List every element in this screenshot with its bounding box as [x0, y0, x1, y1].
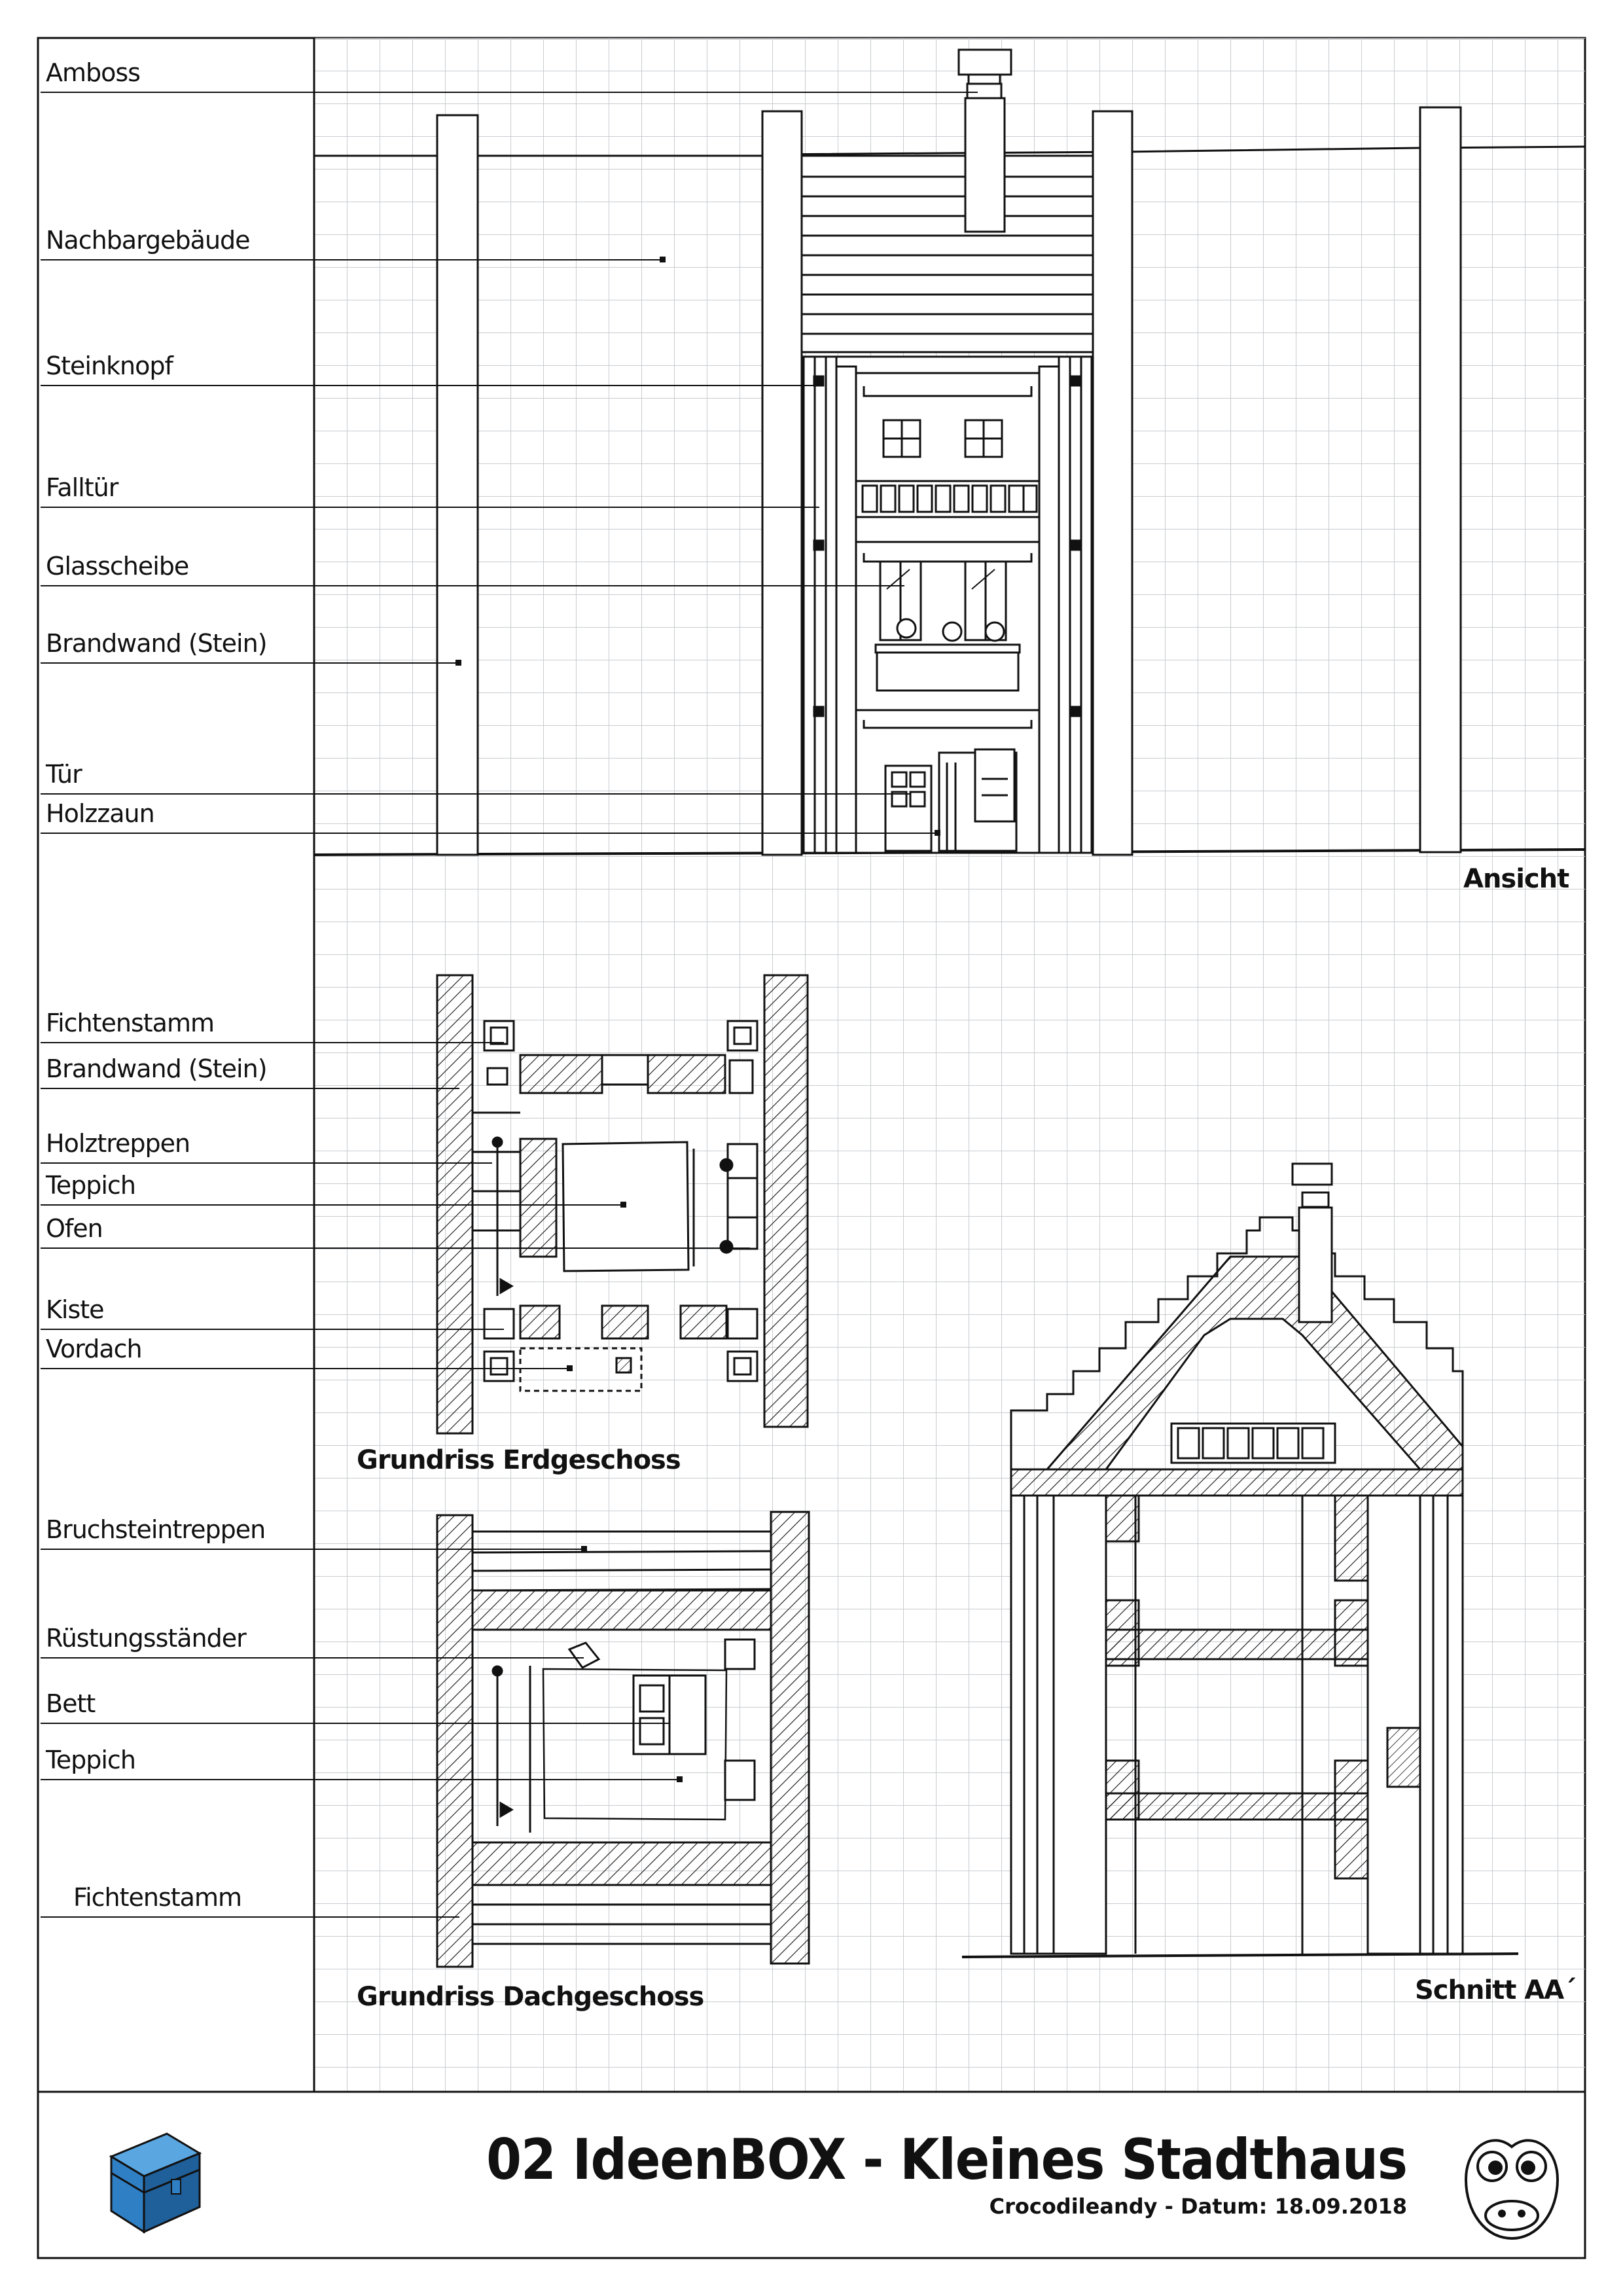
label-fichtenstamm-dg: Fichtenstamm: [73, 1883, 242, 1912]
leader-holztreppen: [41, 1162, 492, 1164]
label-glasscheibe: Glasscheibe: [46, 552, 189, 581]
crocodile-head-icon: [1466, 2140, 1558, 2238]
leader-bruchsteintreppen: [41, 1549, 584, 1550]
label-amboss: Amboss: [46, 58, 140, 87]
caption-grundriss-erdgeschoss: Grundriss Erdgeschoss: [357, 1445, 681, 1475]
leader-steinknopf: [41, 385, 819, 386]
leader-teppich-dg: [41, 1779, 679, 1780]
dot-holzzaun: [935, 830, 940, 836]
dot-teppich-eg: [620, 1202, 626, 1208]
label-bruchsteintreppen: Bruchsteintreppen: [46, 1515, 266, 1544]
leader-kiste: [41, 1329, 504, 1330]
label-kiste: Kiste: [46, 1295, 104, 1324]
leader-brandwand-ansicht: [41, 662, 459, 664]
leader-glasscheibe: [41, 585, 904, 586]
label-bett: Bett: [46, 1689, 96, 1718]
leader-fichtenstamm-dg: [41, 1916, 459, 1918]
leader-brandwand-eg: [41, 1088, 459, 1089]
label-ruestungsstaender: Rüstungsständer: [46, 1624, 246, 1653]
caption-schnitt-aa: Schnitt AA´: [1415, 1975, 1577, 2005]
label-steinknopf: Steinknopf: [46, 351, 173, 380]
label-ofen: Ofen: [46, 1214, 103, 1243]
label-teppich-eg: Teppich: [46, 1171, 135, 1200]
leader-ruestungsstaender: [41, 1657, 584, 1659]
label-holzzaun: Holzzaun: [46, 799, 154, 828]
dot-teppich-dg: [677, 1776, 683, 1782]
sheet-subtitle: Crocodileandy - Datum: 18.09.2018: [989, 2194, 1407, 2219]
leader-nachbargebaeude: [41, 259, 662, 260]
label-brandwand-ansicht: Brandwand (Stein): [46, 629, 267, 658]
dot-bruchsteintreppen: [581, 1546, 587, 1552]
leader-fichtenstamm-eg: [41, 1042, 504, 1043]
label-teppich-dg: Teppich: [46, 1746, 135, 1774]
leader-holzzaun: [41, 833, 937, 834]
caption-grundriss-dachgeschoss: Grundriss Dachgeschoss: [357, 1982, 704, 2012]
blue-treasure-chest-icon: [111, 2134, 200, 2232]
dot-vordach: [567, 1365, 573, 1371]
dot-nachbargebaeude: [660, 257, 666, 262]
leader-tuer: [41, 793, 911, 795]
label-holztreppen: Holztreppen: [46, 1129, 190, 1158]
sheet-title: 02 IdeenBOX - Kleines Stadthaus: [486, 2127, 1407, 2193]
leader-falltuer: [41, 507, 819, 508]
leader-amboss: [41, 92, 978, 93]
caption-ansicht: Ansicht: [1463, 864, 1569, 894]
leader-bett: [41, 1723, 669, 1724]
label-tuer: Tür: [46, 760, 82, 789]
leader-vordach: [41, 1368, 569, 1369]
label-vordach: Vordach: [46, 1335, 142, 1363]
leader-teppich-eg: [41, 1204, 623, 1206]
dot-brandwand-ansicht: [455, 660, 461, 666]
label-falltuer: Falltür: [46, 473, 118, 502]
label-fichtenstamm-eg: Fichtenstamm: [46, 1009, 215, 1037]
leader-ofen: [41, 1247, 750, 1249]
label-nachbargebaeude: Nachbargebäude: [46, 226, 250, 255]
label-brandwand-eg: Brandwand (Stein): [46, 1054, 267, 1083]
